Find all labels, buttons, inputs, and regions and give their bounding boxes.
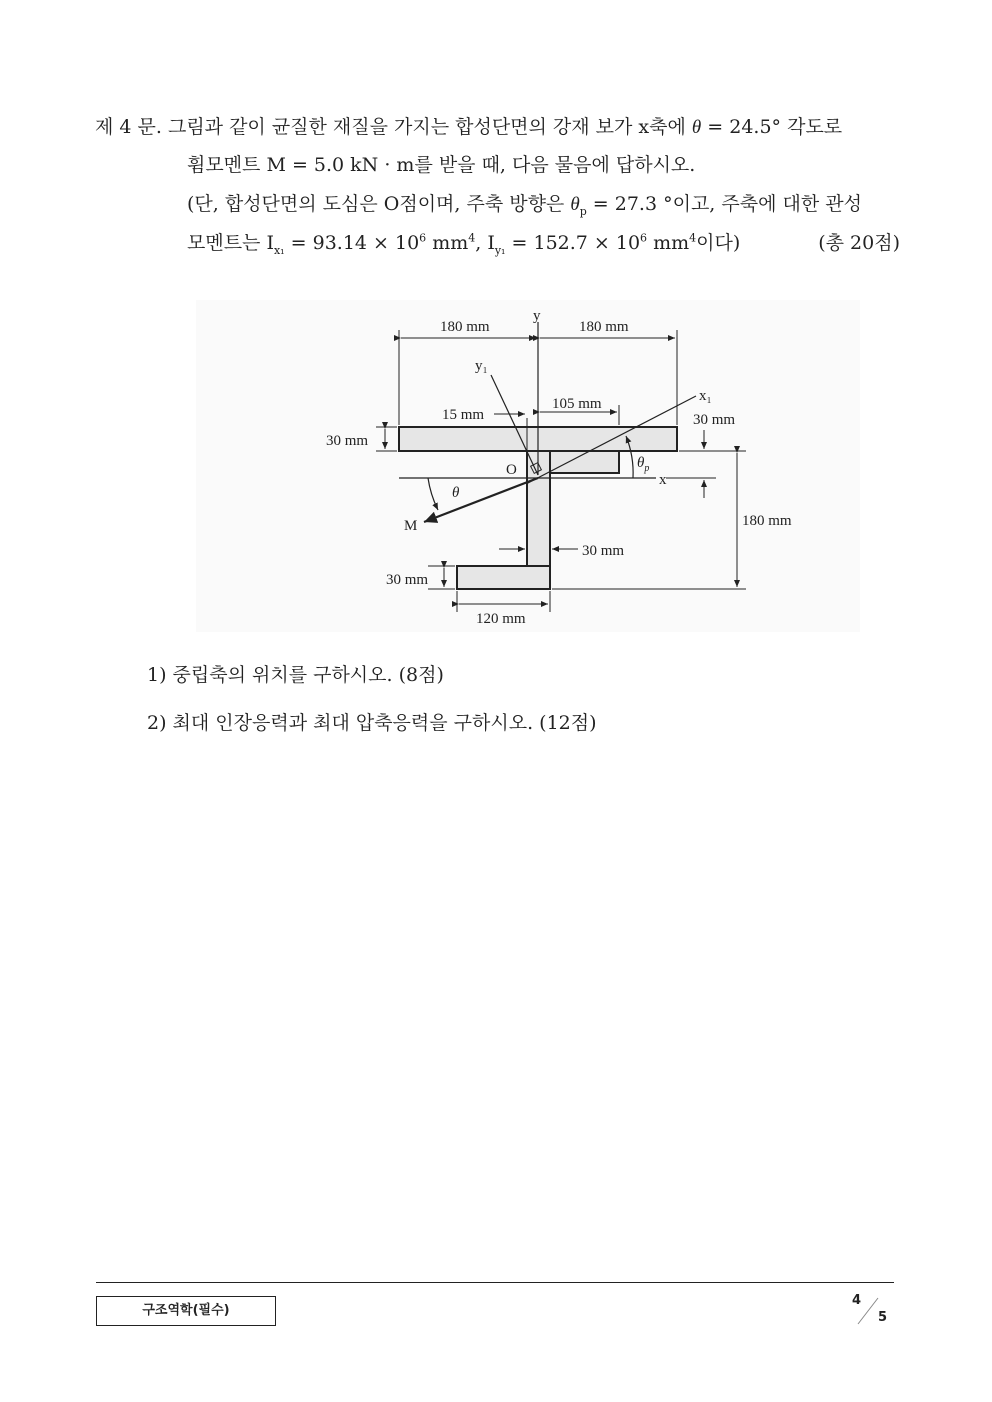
subject-box: 구조역학(필수) [96,1296,276,1326]
total-score: (총 20점) [818,232,900,254]
theta-p-symbol: θ [570,194,580,215]
problem-text-1b: = 24.5° 각도로 [707,116,843,138]
label-105: 105 mm [552,396,602,412]
label-30-right: 30 mm [693,412,736,428]
question-2: 2) 최대 인장응력과 최대 압축응력을 구하시오. (12점) [147,712,597,734]
moment-vector [424,478,538,522]
problem-text-4f: mm [647,232,690,254]
theta-symbol: θ [691,117,702,138]
label-180-right: 180 mm [742,513,792,529]
label-M: M [404,518,418,534]
label-180-top-right: 180 mm [579,319,629,335]
exp-3: 6 [640,231,648,245]
footer-rule [96,1282,894,1283]
problem-text-4c: mm [426,232,469,254]
page-total: 5 [878,1310,888,1325]
theta-arc [428,478,438,510]
label-180-top-left: 180 mm [440,319,490,335]
label-30-bottom: 30 mm [386,572,429,588]
label-30-web: 30 mm [582,543,625,559]
label-120: 120 mm [476,611,526,627]
page-current: 4 [852,1293,862,1308]
problem-text-4g: 이다) [696,232,741,254]
problem-text-4e: = 152.7 × 10 [511,232,641,254]
label-y1: y₁ [475,358,488,374]
exp-2: 4 [468,231,476,245]
ix1-subscript: x₁ [273,243,285,257]
exp-4: 4 [689,231,697,245]
problem-text-4a: 모멘트는 I [187,232,274,254]
problem-line-3 [187,189,862,218]
label-theta-p: $\theta_p$ [637,455,650,474]
problem-line-4 [187,228,740,257]
exp-1: 6 [419,231,427,245]
cross-section-figure [196,300,860,632]
label-y: y [533,308,541,324]
label-theta: θ [452,485,460,501]
problem-line-2: 휨모멘트 M = 5.0 kN · m를 받을 때, 다음 물음에 답하시오. [187,154,696,176]
label-O: O [506,462,517,478]
problem-number: 제 4 문. [95,116,162,138]
bottom-flange [457,566,550,589]
iy1-subscript: y₁ [494,243,506,257]
label-15: 15 mm [442,407,485,423]
label-x1: x₁ [699,388,712,404]
label-x: x [659,472,667,488]
problem-line-1 [95,112,842,139]
problem-text-4d: , I [475,232,495,254]
problem-text-3a: (단, 합성단면의 도심은 O점이며, 주축 방향은 [187,193,565,215]
problem-text-1a: 그림과 같이 균질한 재질을 가지는 합성단면의 강재 보가 x축에 [167,116,686,138]
problem-text-4b: = 93.14 × 10 [290,232,420,254]
y1-axis-line [491,375,538,475]
theta-p-subscript: p [579,204,587,218]
problem-text-3b: = 27.3 °이고, 주축에 대한 관성 [592,193,862,215]
question-1: 1) 중립축의 위치를 구하시오. (8점) [147,664,444,686]
page-slash [856,1296,880,1326]
label-30-left: 30 mm [326,433,369,449]
cross-section-diagram [196,300,860,632]
